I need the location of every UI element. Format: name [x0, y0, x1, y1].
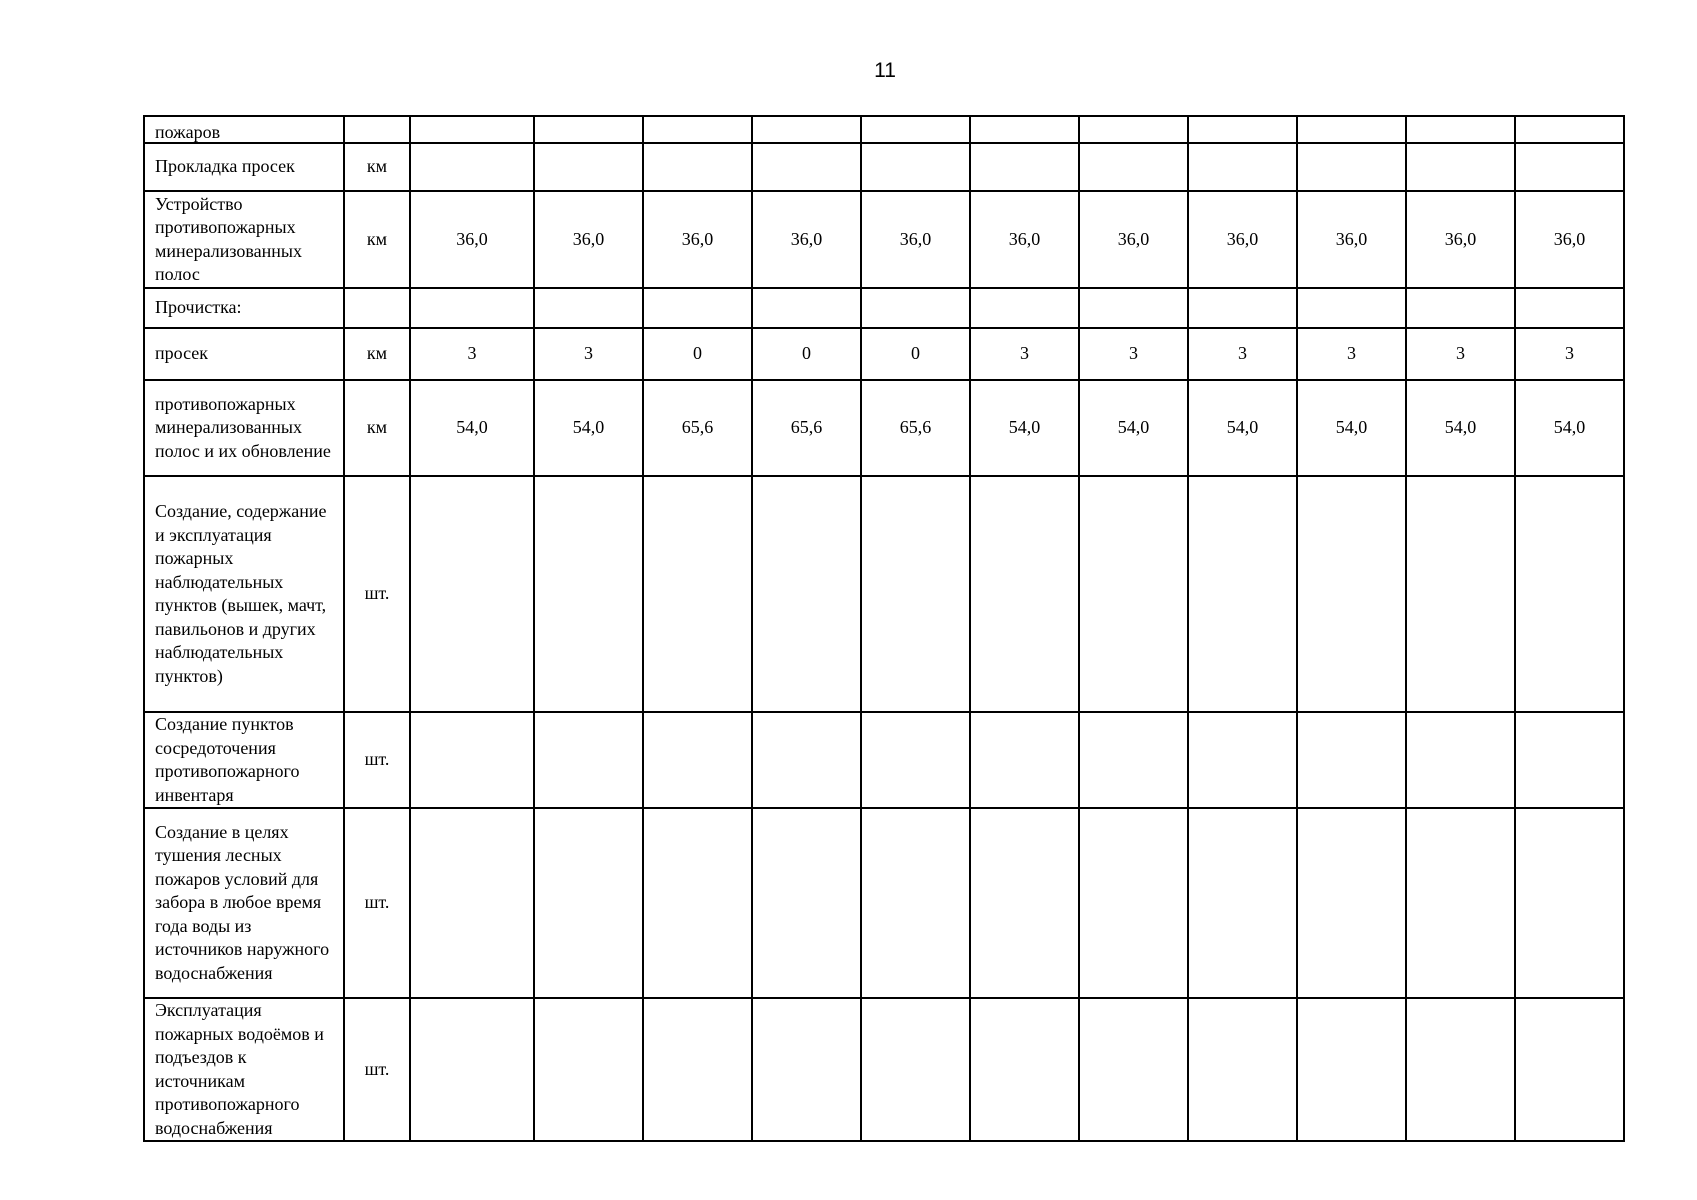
value-cell: [1515, 712, 1624, 808]
value-cell: 54,0: [1297, 380, 1406, 476]
row-name-cell: противопожарных минерализованных полос и их обновление: [144, 380, 344, 476]
value-cell: 54,0: [970, 380, 1079, 476]
value-cell: 36,0: [1079, 191, 1188, 288]
value-cell: 3: [1406, 328, 1515, 380]
value-cell: [1079, 712, 1188, 808]
value-cell: 3: [410, 328, 534, 380]
row-name-cell: пожаров: [144, 116, 344, 143]
value-cell: [752, 808, 861, 998]
value-cell: [534, 288, 643, 328]
value-cell: 3: [534, 328, 643, 380]
table-row: [144, 808, 1624, 998]
value-cell: 65,6: [861, 380, 970, 476]
value-cell: [1079, 288, 1188, 328]
value-cell: [410, 998, 534, 1141]
table-row: [144, 476, 1624, 712]
unit-cell: шт.: [344, 808, 410, 998]
unit-cell: шт.: [344, 712, 410, 808]
value-cell: [1406, 808, 1515, 998]
value-cell: [643, 288, 752, 328]
value-cell: [861, 712, 970, 808]
row-name-cell: Устройство противопожарных минерализованных полос: [144, 191, 344, 288]
value-cell: [1297, 998, 1406, 1141]
value-cell: 36,0: [1515, 191, 1624, 288]
value-cell: [1297, 143, 1406, 191]
value-cell: [534, 143, 643, 191]
value-cell: [1079, 998, 1188, 1141]
value-cell: [1406, 143, 1515, 191]
value-cell: [534, 476, 643, 712]
table-row: [144, 116, 1624, 143]
unit-cell: км: [344, 328, 410, 380]
table-row: [144, 143, 1624, 191]
value-cell: 36,0: [752, 191, 861, 288]
row-name-cell: Прокладка просек: [144, 143, 344, 191]
unit-cell: км: [344, 191, 410, 288]
row-name-cell: просек: [144, 328, 344, 380]
value-cell: 54,0: [534, 380, 643, 476]
value-cell: 54,0: [1406, 380, 1515, 476]
value-cell: 36,0: [410, 191, 534, 288]
row-name-cell: Эксплуатация пожарных водоёмов и подъездов к источникам противопожарного водоснабжения: [144, 998, 344, 1141]
row-name-cell: Создание, содержание и эксплуатация пожарных наблюдательных пунктов (вышек, мачт, павильонов и других наблюдательных пунктов): [144, 476, 344, 712]
value-cell: 36,0: [1297, 191, 1406, 288]
value-cell: [1515, 143, 1624, 191]
value-cell: [1188, 476, 1297, 712]
value-cell: 36,0: [970, 191, 1079, 288]
value-cell: [1515, 808, 1624, 998]
unit-cell: шт.: [344, 998, 410, 1141]
value-cell: [1297, 116, 1406, 143]
value-cell: [1406, 712, 1515, 808]
fire-prevention-table: [143, 115, 1625, 1142]
value-cell: [970, 808, 1079, 998]
value-cell: [1406, 476, 1515, 712]
value-cell: [970, 476, 1079, 712]
value-cell: [1188, 998, 1297, 1141]
value-cell: [1297, 476, 1406, 712]
value-cell: [643, 808, 752, 998]
value-cell: 3: [1188, 328, 1297, 380]
value-cell: [861, 808, 970, 998]
value-cell: [752, 143, 861, 191]
value-cell: [643, 476, 752, 712]
value-cell: 0: [643, 328, 752, 380]
table-row: [144, 712, 1624, 808]
value-cell: [1188, 288, 1297, 328]
value-cell: [410, 476, 534, 712]
value-cell: 36,0: [1406, 191, 1515, 288]
table-row: [144, 380, 1624, 476]
value-cell: [1515, 476, 1624, 712]
unit-cell: [344, 116, 410, 143]
value-cell: [861, 143, 970, 191]
value-cell: [1079, 116, 1188, 143]
value-cell: [1515, 116, 1624, 143]
value-cell: [1188, 143, 1297, 191]
value-cell: [1406, 998, 1515, 1141]
value-cell: [643, 116, 752, 143]
value-cell: 54,0: [1188, 380, 1297, 476]
value-cell: [1188, 808, 1297, 998]
value-cell: 3: [1079, 328, 1188, 380]
value-cell: [643, 998, 752, 1141]
page-number: 11: [874, 59, 896, 82]
value-cell: [1297, 808, 1406, 998]
value-cell: [1406, 116, 1515, 143]
value-cell: [752, 116, 861, 143]
unit-cell: км: [344, 143, 410, 191]
row-name-cell: Создание в целях тушения лесных пожаров условий для забора в любое время года воды из источников наружного водоснабжения: [144, 808, 344, 998]
value-cell: [643, 712, 752, 808]
value-cell: 65,6: [643, 380, 752, 476]
value-cell: 36,0: [534, 191, 643, 288]
value-cell: [1079, 476, 1188, 712]
table-row: [144, 328, 1624, 380]
value-cell: 36,0: [1188, 191, 1297, 288]
value-cell: [861, 116, 970, 143]
value-cell: [752, 712, 861, 808]
value-cell: 36,0: [861, 191, 970, 288]
value-cell: [970, 712, 1079, 808]
value-cell: 0: [752, 328, 861, 380]
value-cell: 36,0: [643, 191, 752, 288]
value-cell: [861, 476, 970, 712]
value-cell: [1188, 116, 1297, 143]
unit-cell: [344, 288, 410, 328]
value-cell: [534, 808, 643, 998]
value-cell: [410, 712, 534, 808]
value-cell: [1406, 288, 1515, 328]
row-name-cell: Прочистка:: [144, 288, 344, 328]
value-cell: 0: [861, 328, 970, 380]
value-cell: [534, 712, 643, 808]
table-row: [144, 191, 1624, 288]
value-cell: [752, 476, 861, 712]
value-cell: [752, 998, 861, 1141]
value-cell: [534, 116, 643, 143]
value-cell: [861, 288, 970, 328]
value-cell: 54,0: [1079, 380, 1188, 476]
value-cell: [1297, 288, 1406, 328]
value-cell: [752, 288, 861, 328]
value-cell: [1297, 712, 1406, 808]
value-cell: [1079, 143, 1188, 191]
value-cell: [410, 288, 534, 328]
unit-cell: шт.: [344, 476, 410, 712]
table-row: [144, 998, 1624, 1141]
value-cell: 65,6: [752, 380, 861, 476]
row-name-cell: Создание пунктов сосредоточения противопожарного инвентаря: [144, 712, 344, 808]
value-cell: 3: [1297, 328, 1406, 380]
value-cell: [970, 143, 1079, 191]
value-cell: [534, 998, 643, 1141]
table-row: [144, 288, 1624, 328]
value-cell: [1188, 712, 1297, 808]
unit-cell: км: [344, 380, 410, 476]
value-cell: [970, 116, 1079, 143]
value-cell: [970, 998, 1079, 1141]
value-cell: [970, 288, 1079, 328]
value-cell: [410, 143, 534, 191]
value-cell: [861, 998, 970, 1141]
value-cell: [1079, 808, 1188, 998]
value-cell: 3: [1515, 328, 1624, 380]
value-cell: [410, 808, 534, 998]
value-cell: [1515, 288, 1624, 328]
value-cell: [1515, 998, 1624, 1141]
value-cell: [643, 143, 752, 191]
value-cell: [410, 116, 534, 143]
value-cell: 3: [970, 328, 1079, 380]
value-cell: 54,0: [410, 380, 534, 476]
table-body: [144, 116, 1624, 1141]
value-cell: 54,0: [1515, 380, 1624, 476]
